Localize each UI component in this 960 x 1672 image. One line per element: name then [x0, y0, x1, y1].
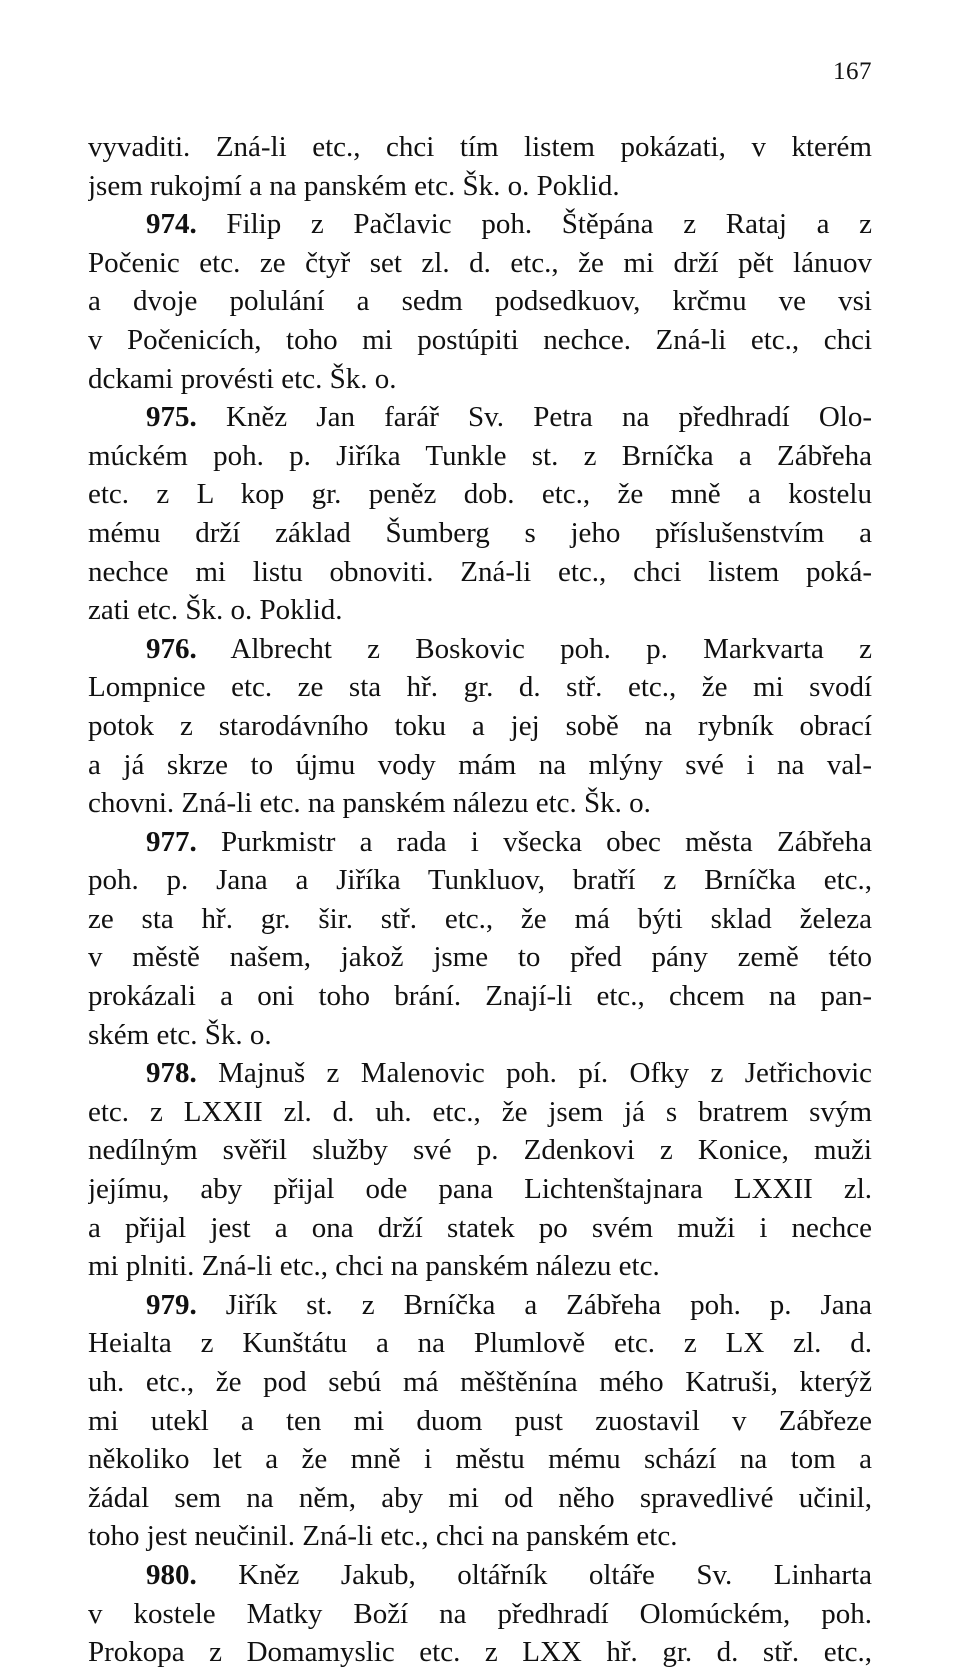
text-line: [88, 1247, 872, 1286]
text-line: [88, 900, 872, 939]
line-text: etc. z L kop gr. peněz dob. etc., že mně a kostelu: [88, 478, 872, 511]
text-line: [88, 977, 872, 1016]
entry-number: 979.: [146, 1288, 197, 1321]
text-line: [88, 475, 872, 514]
entry-first-line: [88, 1556, 872, 1595]
line-text: uh. etc., že pod sebú má měštěnína mého Katruši, kterýž: [88, 1366, 872, 1398]
line-text: vyvaditi. Zná-li etc., chci tím listem pokázati, v kterém: [88, 131, 872, 163]
line-text: v kostele Matky Boží na předhradí Olomúckém, poh.: [88, 1597, 872, 1630]
line-text: potok z starodávního toku a jej sobě na rybník obrací: [88, 709, 872, 742]
line-text: Albrecht z Boskovic poh. p. Markvarta z: [230, 632, 872, 665]
text-line: [88, 1131, 872, 1170]
text-line: [88, 668, 872, 707]
line-text: ze sta hř. gr. šir. stř. etc., že má býti sklad železa: [88, 902, 872, 935]
line-text: Heialta z Kunštátu a na Plumlově etc. z LX zl. d.: [88, 1327, 872, 1360]
text-line: [88, 1209, 872, 1248]
text-line: [88, 1479, 872, 1518]
text-line: [88, 1363, 872, 1402]
line-text: a přijal jest a ona drží statek po svém muži i nechce: [88, 1211, 872, 1244]
line-text: mi plniti. Zná-li etc., chci na panském nálezu etc.: [88, 1250, 660, 1283]
line-text: nedílným svěřil služby své p. Zdenkovi z Konice, muži: [88, 1134, 872, 1167]
text-line: [88, 784, 872, 823]
entry-number: 974.: [146, 208, 197, 241]
text-line: [88, 1093, 872, 1132]
text-line: [88, 1016, 872, 1055]
line-text: mi utekl a ten mi duom pust zuostavil v Zábřeze: [88, 1404, 872, 1437]
text-line: [88, 437, 872, 476]
text-line: [88, 1170, 872, 1209]
line-text: v Počenicích, toho mi postúpiti nechce. Zná-li etc., chci: [88, 323, 872, 356]
entry-number: 976.: [146, 632, 197, 665]
text-line: [88, 1324, 872, 1363]
line-text: nechce mi listu obnoviti. Zná-li etc., chci listem poká-: [88, 555, 872, 588]
text-line: [88, 746, 872, 785]
line-text: etc. z LXXII zl. d. uh. etc., že jsem já s bratrem svým: [88, 1095, 872, 1128]
text-line: [88, 128, 872, 167]
line-text: Počenic etc. ze čtyř set zl. d. etc., že mi drží pět lánuov: [88, 246, 872, 279]
line-text: a já skrze to újmu vody mám na mlýny své i na val-: [88, 748, 872, 781]
text-line: [88, 244, 872, 283]
text-line: [88, 1517, 872, 1556]
line-text: dckami provésti etc. Šk. o.: [88, 362, 397, 395]
text-line: [88, 591, 872, 630]
line-text: Majnuš z Malenovic poh. pí. Ofky z Jetřichovic: [218, 1057, 872, 1090]
line-text: toho jest neučinil. Zná-li etc., chci na panském etc.: [88, 1520, 678, 1553]
text-line: [88, 282, 872, 321]
line-text: mému drží základ Šumberg s jeho příslušenstvím a: [88, 516, 872, 549]
line-text: v městě našem, jakož jsme to před pány země této: [88, 941, 872, 974]
line-text: chovni. Zná-li etc. na panském nálezu etc. Šk. o.: [88, 787, 651, 820]
line-text: Filip z Pačlavic poh. Štěpána z Rataj a z: [226, 208, 872, 241]
line-text: a dvoje polulání a sedm podsedkuov, krčmu ve vsi: [88, 285, 872, 318]
line-text: poh. p. Jana a Jiříka Tunkluov, bratří z Brníčka etc.,: [88, 864, 872, 897]
line-text: zati etc. Šk. o. Poklid.: [88, 594, 343, 627]
text-line: [88, 1402, 872, 1441]
entry-first-line: [88, 398, 872, 437]
entry-first-line: [88, 630, 872, 669]
text-line: [88, 514, 872, 553]
entry-number: 977.: [146, 825, 197, 858]
text-line: [88, 321, 872, 360]
line-text: jejímu, aby přijal ode pana Lichtenštajnara LXXII zl.: [88, 1173, 872, 1206]
text-line: [88, 1440, 872, 1479]
line-text: prokázali a oni toho brání. Znají-li etc., chcem na pan-: [88, 980, 872, 1013]
line-text: žádal sem na něm, aby mi od něho spravedlivé učinil,: [88, 1481, 872, 1514]
body-text: [88, 128, 872, 1672]
text-line: [88, 553, 872, 592]
text-line: [88, 938, 872, 977]
text-line: [88, 1595, 872, 1634]
line-text: Kněz Jan farář Sv. Petra na předhradí Olo-: [225, 401, 872, 434]
entry-first-line: [88, 1054, 872, 1093]
text-line: [88, 861, 872, 900]
line-text: Prokopa z Domamyslic etc. z LXX hř. gr. d. stř. etc.,: [88, 1636, 872, 1669]
text-line: [88, 707, 872, 746]
entry-number: 975.: [146, 401, 197, 434]
page-number: 167: [833, 58, 872, 85]
entry-first-line: [88, 823, 872, 862]
line-text: múckém poh. p. Jiříka Tunkle st. z Brníčka a Zábřeha: [88, 439, 872, 472]
line-text: několiko let a že mně i městu mému schází na tom a: [88, 1443, 872, 1476]
line-text: jsem rukojmí a na panském etc. Šk. o. Poklid.: [88, 169, 620, 202]
entry-number: 978.: [146, 1057, 197, 1090]
line-text: Purkmistr a rada i všecka obec města Zábřeha: [220, 825, 872, 858]
entry-first-line: [88, 1286, 872, 1325]
entry-number: 980.: [146, 1558, 197, 1591]
text-line: [88, 167, 872, 206]
text-line: [88, 360, 872, 399]
line-text: Lompnice etc. ze sta hř. gr. d. stř. etc., že mi svodí: [88, 671, 872, 704]
line-text: Kněz Jakub, oltářník oltáře Sv. Linharta: [238, 1558, 872, 1591]
line-text: Jiřík st. z Brníčka a Zábřeha poh. p. Jana: [225, 1288, 872, 1321]
entry-first-line: [88, 205, 872, 244]
line-text: ském etc. Šk. o.: [88, 1018, 272, 1051]
text-line: [88, 1633, 872, 1672]
